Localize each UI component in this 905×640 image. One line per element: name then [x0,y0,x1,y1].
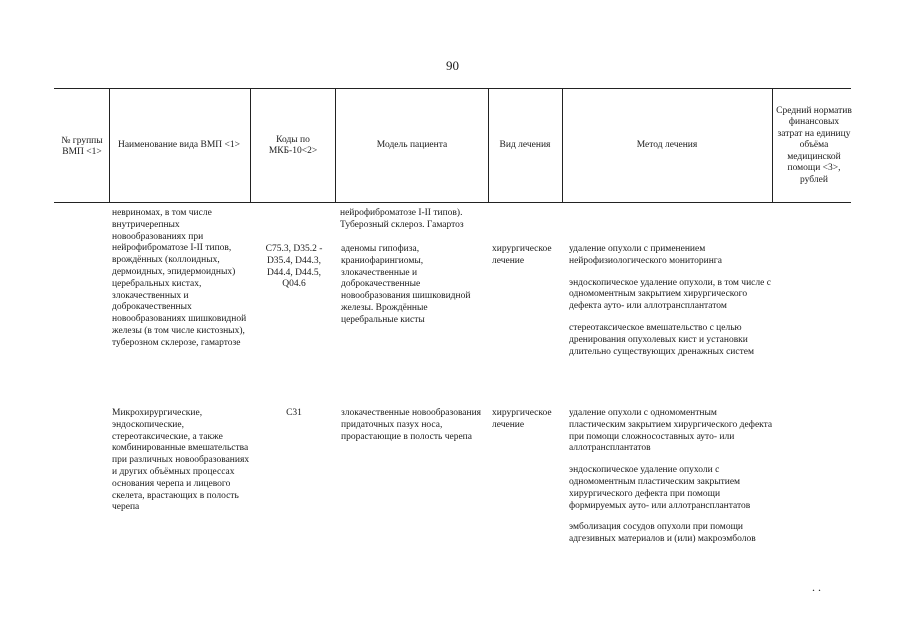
header-divider [488,88,489,203]
header-divider [772,88,773,203]
header-treatment-type: Вид лечения [499,140,551,151]
header-treatment-method: Метод лечения [636,140,698,151]
table-top-border [54,88,851,89]
scan-marks: . . [812,580,821,594]
row2-vmp-name: Микрохирургические, эндоскопические, стереотаксические, а также комбинированные вмешательства при различных новообразованиях и других объёмных процессах основания черепа и лицевого скелета, врастающих в полость черепа [112,408,250,513]
row2-treatment-type: хирургическое лечение [492,408,552,430]
method-item: удаление опухоли с одномоментным пластическим закрытием хирургического дефекта при помощи сложносоставных ауто- или аллотрансплантатов [569,408,773,454]
header-icd-codes: Коды по МКБ-10<2> [268,134,318,156]
row1-treatment-type: хирургическое лечение [492,244,552,266]
method-item: эмболизация сосудов опухоли при помощи адгезивных материалов и (или) макроэмболов [569,522,756,545]
header-average-cost: Средний норматив финансовых затрат на единицу объёма медицинской помощи <3>, рублей [776,105,852,185]
header-divider [335,88,336,203]
method-item: удаление опухоли с применением нейрофизиологического мониторинга [569,244,722,266]
page-number: 90 [446,58,459,73]
row1-methods [569,244,774,358]
table-header-bottom-border [54,202,851,203]
header-divider [109,88,110,203]
row1-icd-codes: C75.3, D35.2 - D35.4, D44.3, D44.4, D44.5, Q04.6 [265,244,323,290]
method-item: эндоскопическое удаление опухоли с одномоментным пластическим закрытием хирургического дефекта при помощи формируемых ауто- или аллотрансплантатов [569,465,751,511]
row1-vmp-name: невриномах, в том числе внутричерепных новообразованиях при нейрофиброматозе I-II типов, врождённых (коллоидных, дермоидных, эпидермоидных) церебральных кистах, злокачественных и доброкачественных новообразованиях шишковидной железы (в том числе кистозных), туберозном склерозе, гамартозе [112,208,247,348]
header-vmp-name: Наименование вида ВМП <1> [117,140,241,151]
method-item: стереотаксическое вмешательство с целью дренирования опухолевых кист и установки длительно существующих дренажных систем [569,322,754,357]
row1-model-continuation: нейрофиброматозе I-II типов). Туберозный склероз. Гамартоз [340,208,464,230]
header-divider [250,88,251,203]
method-item: эндоскопическое удаление опухоли, в том числе с одномоментным закрытием хирургического дефекта ауто- или аллотрансплантатом [569,277,771,312]
row2-icd-codes: C31 [286,408,302,418]
header-divider [562,88,563,203]
row2-patient-model: злокачественные новообразования придаточных пазух носа, прорастающие в полость черепа [341,408,482,442]
header-group-number: № группы ВМП <1> [61,135,103,157]
header-patient-model: Модель пациента [376,140,448,151]
row2-methods [569,408,774,546]
row1-patient-model: аденомы гипофиза, краниофарингиомы, злокачественные и доброкачественные новообразования шишковидной железы. Врождённые церебральные кисты [341,244,471,325]
